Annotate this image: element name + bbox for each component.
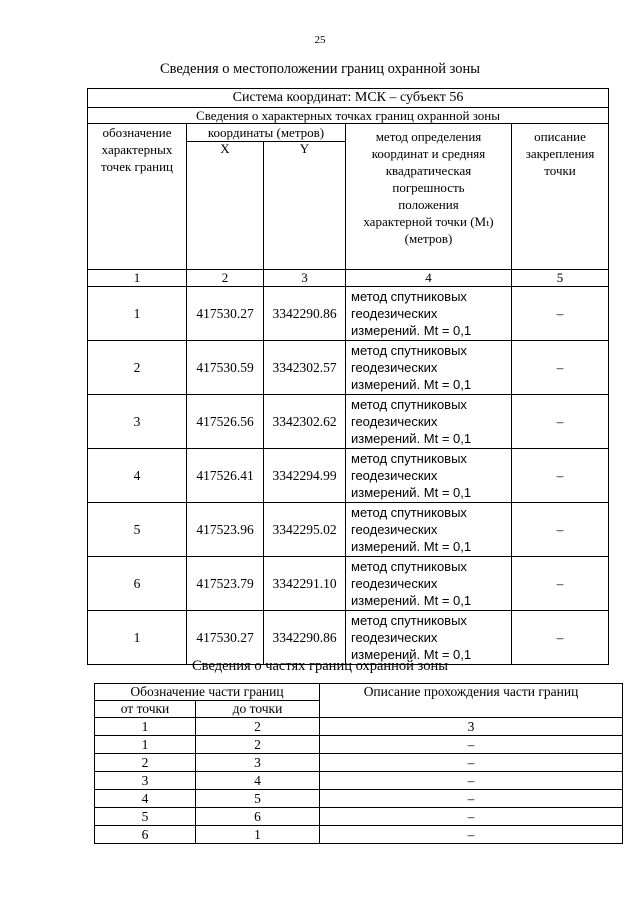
column-number: 1 — [88, 270, 187, 287]
part-desc: – — [320, 808, 623, 826]
method-line: метод спутниковых — [351, 451, 467, 466]
method-line: измерений. Mt = 0,1 — [351, 431, 472, 446]
point-method — [346, 341, 512, 395]
point-id: 1 — [88, 611, 187, 665]
method-line: геодезических — [351, 414, 438, 429]
header-line: характерных — [101, 142, 173, 157]
page-number: 25 — [314, 34, 326, 46]
method-line: метод спутниковых — [351, 397, 467, 412]
part-desc: – — [320, 826, 623, 844]
header-line: закрепления — [525, 146, 595, 161]
point-id: 5 — [88, 503, 187, 557]
method-line: измерений. Mt = 0,1 — [351, 647, 472, 662]
table-row — [95, 736, 623, 754]
parts-numbers-row — [95, 718, 623, 736]
point-x: 417526.56 — [187, 395, 264, 449]
method-line: геодезических — [351, 360, 438, 375]
part-to: 3 — [196, 754, 320, 772]
part-to: 5 — [196, 790, 320, 808]
parts-number: 3 — [320, 718, 623, 736]
header-line: погрешность — [392, 180, 465, 195]
header-line: координат и средняя — [371, 146, 486, 161]
point-x: 417530.59 — [187, 341, 264, 395]
table-row — [88, 395, 609, 449]
part-desc: – — [320, 790, 623, 808]
method-line: геодезических — [351, 306, 438, 321]
point-fixing: – — [512, 611, 609, 665]
method-line: геодезических — [351, 522, 438, 537]
point-fixing: – — [512, 287, 609, 341]
method-line: геодезических — [351, 630, 438, 645]
method-line: измерений. Mt = 0,1 — [351, 539, 472, 554]
point-method — [346, 449, 512, 503]
header-y: Y — [264, 142, 346, 270]
part-from: 6 — [95, 826, 196, 844]
point-fixing: – — [512, 557, 609, 611]
point-x: 417523.96 — [187, 503, 264, 557]
header-designation — [88, 124, 187, 270]
table-row — [88, 287, 609, 341]
parts-number: 1 — [95, 718, 196, 736]
header-line: обозначение — [102, 125, 172, 140]
header-line: точки — [544, 163, 576, 178]
table-row — [88, 557, 609, 611]
table-row — [88, 449, 609, 503]
method-line: геодезических — [351, 576, 438, 591]
coord-system: Система координат: МСК – субъект 56 — [88, 89, 609, 108]
table-row — [95, 790, 623, 808]
header-fixing — [512, 124, 609, 270]
table-row — [95, 808, 623, 826]
method-line: измерений. Mt = 0,1 — [351, 593, 472, 608]
parts-header-designation: Обозначение части границ — [95, 684, 320, 701]
part-from: 4 — [95, 790, 196, 808]
point-method — [346, 287, 512, 341]
header-method — [346, 124, 512, 270]
parts-header-to: до точки — [196, 701, 320, 718]
characteristic-points-table — [87, 88, 609, 665]
method-line: метод спутниковых — [351, 559, 467, 574]
header-line: положения — [398, 197, 459, 212]
part-from: 3 — [95, 772, 196, 790]
point-fixing: – — [512, 341, 609, 395]
part-from: 5 — [95, 808, 196, 826]
header-line: точек границ — [100, 159, 174, 174]
table-row — [95, 754, 623, 772]
location-title: Сведения о местоположении границ охранной зоны — [159, 61, 480, 77]
point-x: 417526.41 — [187, 449, 264, 503]
header-row — [88, 124, 609, 142]
point-id: 1 — [88, 287, 187, 341]
point-method — [346, 557, 512, 611]
point-y: 3342290.86 — [264, 611, 346, 665]
part-desc: – — [320, 754, 623, 772]
point-x: 417523.79 — [187, 557, 264, 611]
method-line: измерений. Mt = 0,1 — [351, 323, 472, 338]
point-id: 6 — [88, 557, 187, 611]
point-method — [346, 611, 512, 665]
column-number: 3 — [264, 270, 346, 287]
parts-header-row — [95, 684, 623, 701]
parts-header-description: Описание прохождения части границ — [320, 684, 623, 718]
point-id: 2 — [88, 341, 187, 395]
coord-system-row — [88, 89, 609, 108]
point-id: 3 — [88, 395, 187, 449]
part-to: 6 — [196, 808, 320, 826]
part-from: 2 — [95, 754, 196, 772]
header-x: X — [187, 142, 264, 270]
table-row — [95, 772, 623, 790]
column-number: 4 — [346, 270, 512, 287]
point-y: 3342294.99 — [264, 449, 346, 503]
table-row — [95, 826, 623, 844]
parts-title: Сведения о частях границ охранной зоны — [192, 658, 448, 674]
table-row — [88, 503, 609, 557]
method-line: геодезических — [351, 468, 438, 483]
point-id: 4 — [88, 449, 187, 503]
header-line: квадратическая — [385, 163, 472, 178]
point-y: 3342295.02 — [264, 503, 346, 557]
header-line: метод определения — [375, 129, 482, 144]
part-from: 1 — [95, 736, 196, 754]
method-line: измерений. Mt = 0,1 — [351, 485, 472, 500]
point-x: 417530.27 — [187, 287, 264, 341]
method-line: метод спутниковых — [351, 343, 467, 358]
column-numbers-row — [88, 270, 609, 287]
point-x: 417530.27 — [187, 611, 264, 665]
header-line: характерной точки (Mₜ) — [363, 214, 494, 229]
parts-number: 2 — [196, 718, 320, 736]
point-y: 3342291.10 — [264, 557, 346, 611]
method-line: метод спутниковых — [351, 289, 467, 304]
method-line: измерений. Mt = 0,1 — [351, 377, 472, 392]
part-to: 1 — [196, 826, 320, 844]
point-y: 3342302.57 — [264, 341, 346, 395]
part-to: 2 — [196, 736, 320, 754]
points-subtitle-row — [88, 108, 609, 124]
point-y: 3342302.62 — [264, 395, 346, 449]
header-coordinates: координаты (метров) — [187, 124, 346, 142]
part-to: 4 — [196, 772, 320, 790]
header-line: (метров) — [404, 231, 453, 246]
point-fixing: – — [512, 449, 609, 503]
header-line: описание — [534, 129, 586, 144]
point-fixing: – — [512, 395, 609, 449]
parts-header-from: от точки — [95, 701, 196, 718]
point-y: 3342290.86 — [264, 287, 346, 341]
part-desc: – — [320, 736, 623, 754]
point-method — [346, 503, 512, 557]
points-subtitle: Сведения о характерных точках границ охранной зоны — [88, 108, 609, 124]
boundary-parts-table — [94, 683, 623, 844]
method-line: метод спутниковых — [351, 505, 467, 520]
table-row — [88, 611, 609, 665]
method-line: метод спутниковых — [351, 613, 467, 628]
point-fixing: – — [512, 503, 609, 557]
table-row — [88, 341, 609, 395]
column-number: 2 — [187, 270, 264, 287]
point-method — [346, 395, 512, 449]
column-number: 5 — [512, 270, 609, 287]
part-desc: – — [320, 772, 623, 790]
